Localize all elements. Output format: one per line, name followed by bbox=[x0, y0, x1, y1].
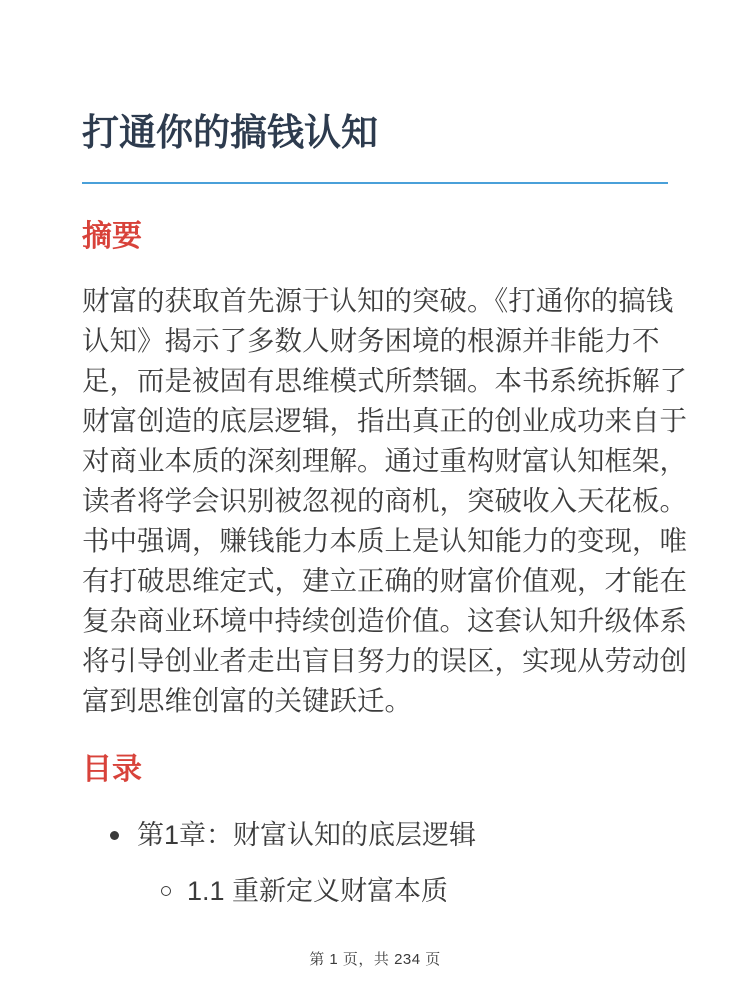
page-indicator: 第 1 页，共 234 页 bbox=[309, 951, 441, 968]
toc-item-label: 1.1 重新定义财富本质 bbox=[187, 876, 449, 907]
toc-list bbox=[82, 815, 692, 911]
bullet-circle-icon bbox=[161, 886, 171, 896]
toc-item-1-1 bbox=[82, 871, 692, 911]
abstract-heading: 摘要 bbox=[82, 220, 142, 254]
page-footer bbox=[0, 950, 750, 970]
abstract-paragraph: 财富的获取首先源于认知的突破。《打通你的搞钱认知》揭示了多数人财务困境的根源并非能力不足，而是被固有思维模式所禁锢。本书系统拆解了财富创造的底层逻辑，指出真正的创业成功来自于对商业本质的深刻理解。通过重构财富认知框架，读者将学会识别被忽视的商机，突破收入天花板。书中强调，赚钱能力本质上是认知能力的变现，唯有打破思维定式，建立正确的财富价值观，才能在复杂商业环境中持续创造价值。这套认知升级体系将引导创业者走出盲目努力的误区，实现从劳动创富到思维创富的关键跃迁。 bbox=[82, 285, 687, 717]
title-divider bbox=[82, 182, 668, 184]
bullet-disc-icon bbox=[110, 831, 119, 840]
toc-item-label: 第1章：财富认知的底层逻辑 bbox=[137, 820, 477, 851]
document-title: 打通你的搞钱认知 bbox=[82, 112, 378, 153]
toc-item-chapter-1 bbox=[82, 815, 692, 855]
toc-heading: 目录 bbox=[82, 753, 142, 787]
